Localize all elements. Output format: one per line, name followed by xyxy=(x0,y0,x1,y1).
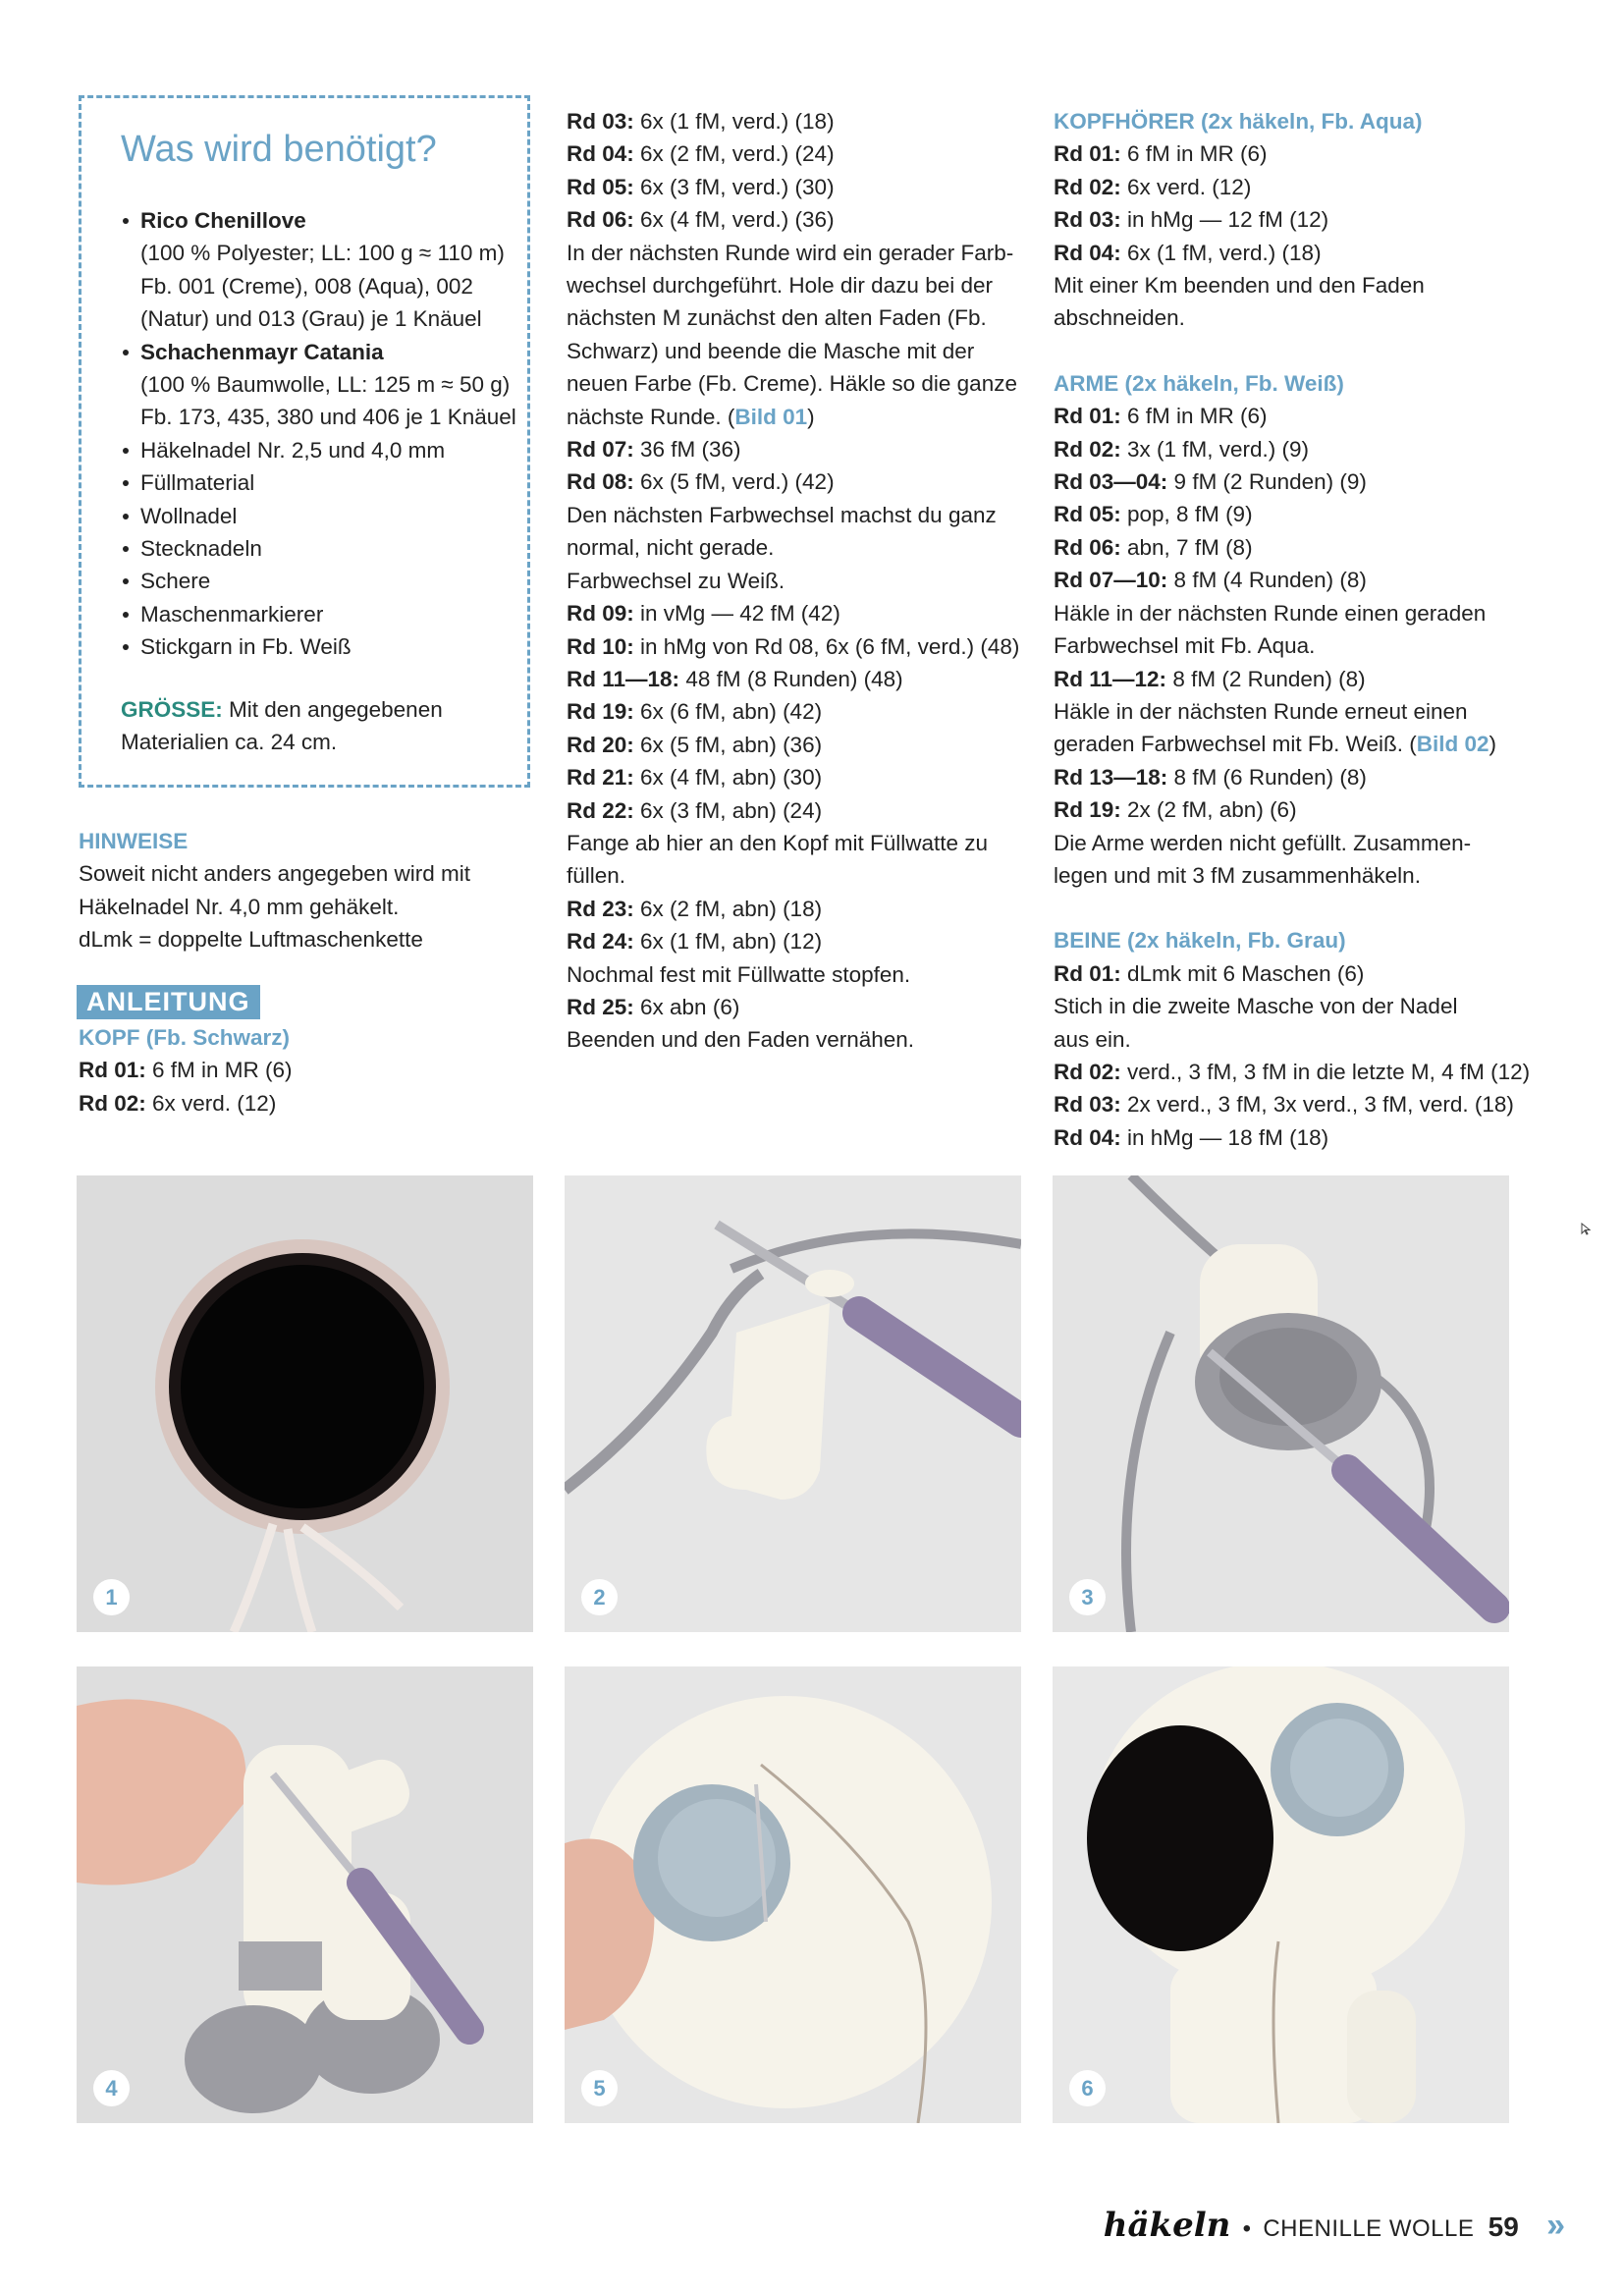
row-label: Rd 03—04: xyxy=(1054,469,1168,495)
notes-section xyxy=(79,825,470,956)
footer-brand: häkeln xyxy=(1103,2206,1231,2245)
notes-line: Häkelnadel Nr. 4,0 mm gehäkelt. xyxy=(79,894,400,919)
row-label: Rd 02: xyxy=(1054,174,1121,199)
material-item xyxy=(121,204,516,336)
round-row xyxy=(567,597,1028,629)
row-text: Mit einer Km beenden und den Faden xyxy=(1054,273,1425,299)
instruction-line xyxy=(1054,597,1515,629)
row-label: Rd 01: xyxy=(79,1058,146,1083)
material-name: Wollnadel xyxy=(140,503,238,528)
instructions-column-2 xyxy=(567,105,1028,1057)
instruction-line xyxy=(567,827,1028,859)
row-label: Rd 03: xyxy=(567,109,634,134)
row-text: 2x verd., 3 fM, 3x verd., 3 fM, verd. (18) xyxy=(1120,1092,1514,1118)
photo-6-image xyxy=(1053,1666,1509,2123)
row-text: pop, 8 fM (9) xyxy=(1120,502,1253,527)
row-label: Rd 07—10: xyxy=(1054,568,1168,593)
row-text: 2x (2 fM, abn) (6) xyxy=(1120,797,1297,823)
photo-1-image xyxy=(77,1175,533,1632)
round-row xyxy=(567,761,1028,793)
photo-1 xyxy=(77,1175,533,1632)
material-name: Häkelnadel Nr. 2,5 und 4,0 mm xyxy=(140,437,446,463)
round-row xyxy=(1054,203,1515,236)
row-text: 6x (4 fM, abn) (30) xyxy=(633,765,823,791)
kopf-section xyxy=(79,1021,293,1119)
row-text: 6x (3 fM, verd.) (30) xyxy=(633,174,835,199)
row-text: 6x (1 fM, verd.) (18) xyxy=(1120,240,1322,265)
size-text-1: Mit den angegebenen xyxy=(222,697,443,722)
size-info xyxy=(121,693,443,759)
instruction-line xyxy=(1054,728,1515,760)
notes-line: Soweit nicht anders angegeben wird mit xyxy=(79,861,470,887)
row-label: Rd 01: xyxy=(1054,404,1121,429)
row-label: Rd 20: xyxy=(567,732,634,757)
row-text: füllen. xyxy=(567,863,626,889)
row-text: 8 fM (6 Runden) (8) xyxy=(1167,764,1367,790)
round-row xyxy=(567,991,1028,1023)
spacer xyxy=(1054,335,1515,367)
row-label: Rd 03: xyxy=(1054,1092,1121,1118)
photo-4-image xyxy=(77,1666,533,2123)
round-row xyxy=(1054,400,1515,432)
size-text-2: Materialien ca. 24 cm. xyxy=(121,730,338,755)
material-item xyxy=(121,466,516,499)
round-row xyxy=(1054,1088,1515,1120)
footer-separator: • xyxy=(1242,2215,1252,2242)
row-text: 6x (6 fM, abn) (42) xyxy=(633,699,823,725)
photo-number: 5 xyxy=(581,2070,618,2106)
row-text: wechsel durchgeführt. Hole dir dazu bei der xyxy=(567,273,993,299)
row-label: Rd 10: xyxy=(567,633,634,659)
instruction-line xyxy=(567,531,1028,564)
round-row xyxy=(1054,498,1515,530)
row-text: in vMg — 42 fM (42) xyxy=(633,601,840,627)
size-label: GRÖSSE: xyxy=(121,697,223,722)
row-text: In der nächsten Runde wird ein gerader Farb- xyxy=(567,240,1014,265)
round-row xyxy=(567,663,1028,695)
kopf-row xyxy=(79,1087,293,1119)
photo-number: 4 xyxy=(93,2070,130,2106)
instruction-line xyxy=(567,401,1028,433)
mouse-cursor-icon xyxy=(1581,1223,1591,1236)
instruction-line xyxy=(567,958,1028,991)
row-label: Rd 03: xyxy=(1054,207,1121,233)
row-text: 6x (5 fM, abn) (36) xyxy=(633,732,823,757)
round-row xyxy=(1054,793,1515,826)
notes-heading: HINWEISE xyxy=(79,829,189,853)
row-label: Rd 11—12: xyxy=(1054,666,1167,691)
row-label: Rd 23: xyxy=(567,896,634,921)
round-row xyxy=(567,465,1028,498)
photo-2 xyxy=(565,1175,1021,1632)
row-text: 36 fM (36) xyxy=(633,437,741,463)
round-row xyxy=(567,695,1028,728)
material-detail: (100 % Polyester; LL: 100 g ≈ 110 m) xyxy=(140,241,505,266)
row-text: Die Arme werden nicht gefüllt. Zusammen- xyxy=(1054,830,1472,855)
row-label: Rd 19: xyxy=(1054,797,1121,823)
round-row xyxy=(567,630,1028,663)
row-text: nächsten M zunächst den alten Faden (Fb. xyxy=(567,305,987,331)
row-text: Fange ab hier an den Kopf mit Füllwatte zu xyxy=(567,830,988,855)
photo-4 xyxy=(77,1666,533,2123)
row-text: normal, nicht gerade. xyxy=(567,535,775,561)
row-text: Häkle in der nächsten Runde erneut einen xyxy=(1054,698,1468,724)
material-name: Rico Chenillove xyxy=(140,208,306,233)
row-label: Rd 05: xyxy=(1054,502,1121,527)
row-text-after: ) xyxy=(1489,732,1496,757)
instruction-line xyxy=(567,269,1028,301)
photo-3 xyxy=(1053,1175,1509,1632)
row-text: 9 fM (2 Runden) (9) xyxy=(1167,469,1367,495)
row-text: 8 fM (4 Runden) (8) xyxy=(1167,568,1367,593)
row-label: Rd 06: xyxy=(1054,534,1121,560)
material-item xyxy=(121,434,516,466)
instruction-line xyxy=(1054,695,1515,728)
section-heading: ARME (2x häkeln, Fb. Weiß) xyxy=(1054,370,1344,396)
material-name: Schachenmayr Catania xyxy=(140,339,384,364)
notes-line: dLmk = doppelte Luftmaschenkette xyxy=(79,927,423,953)
row-text: neuen Farbe (Fb. Creme). Häkle so die ganze xyxy=(567,371,1017,397)
instruction-line xyxy=(1054,990,1515,1022)
row-text: 8 fM (2 Runden) (8) xyxy=(1166,666,1366,691)
row-label: Rd 04: xyxy=(1054,1124,1121,1150)
row-text: 6x (2 fM, verd.) (24) xyxy=(633,141,835,167)
row-text: 6x (4 fM, verd.) (36) xyxy=(633,207,835,233)
page-number: 59 xyxy=(1488,2211,1519,2242)
round-row xyxy=(1054,531,1515,564)
material-item xyxy=(121,565,516,597)
row-label: Rd 21: xyxy=(567,765,634,791)
instruction-line xyxy=(1054,301,1515,334)
round-row xyxy=(1054,761,1515,793)
round-row xyxy=(567,794,1028,827)
section-heading: KOPFHÖRER (2x häkeln, Fb. Aqua) xyxy=(1054,109,1423,134)
row-label: Rd 22: xyxy=(567,797,634,823)
row-text: in hMg von Rd 08, 6x (6 fM, verd.) (48) xyxy=(633,633,1020,659)
round-row xyxy=(1054,137,1515,170)
instructions-column-3 xyxy=(1054,105,1531,1154)
row-text: aus ein. xyxy=(1054,1026,1131,1052)
row-text: Häkle in der nächsten Runde einen geraden xyxy=(1054,600,1487,626)
row-label: Rd 07: xyxy=(567,437,634,463)
image-reference-link[interactable]: Bild 01 xyxy=(734,404,808,429)
row-text: 6x (5 fM, verd.) (42) xyxy=(633,469,835,495)
row-text: 6x verd. (12) xyxy=(145,1090,277,1116)
photo-number: 6 xyxy=(1069,2070,1106,2106)
row-text: 6x (1 fM, abn) (12) xyxy=(633,929,823,955)
instruction-line xyxy=(567,565,1028,597)
section-heading: BEINE (2x häkeln, Fb. Grau) xyxy=(1054,928,1346,954)
instruction-line xyxy=(1054,269,1515,301)
row-text: 6 fM in MR (6) xyxy=(1120,404,1268,429)
row-text: dLmk mit 6 Maschen (6) xyxy=(1120,960,1365,986)
round-row xyxy=(1054,171,1515,203)
round-row xyxy=(567,105,1028,137)
instruction-line xyxy=(567,335,1028,367)
row-label: Rd 13—18: xyxy=(1054,764,1168,790)
row-text: abschneiden. xyxy=(1054,305,1185,331)
row-label: Rd 02: xyxy=(1054,1059,1121,1084)
row-label: Rd 04: xyxy=(567,141,634,167)
row-text: geraden Farbwechsel mit Fb. Weiß. ( xyxy=(1054,732,1417,757)
round-row xyxy=(567,893,1028,925)
row-text: Den nächsten Farbwechsel machst du ganz xyxy=(567,502,997,527)
row-text: 3x (1 fM, verd.) (9) xyxy=(1120,436,1310,462)
instruction-line xyxy=(567,367,1028,400)
row-label: Rd 08: xyxy=(567,469,634,495)
material-detail: (100 % Baumwolle, LL: 125 m ≈ 50 g) xyxy=(140,372,511,398)
material-detail: (Natur) und 013 (Grau) je 1 Knäuel xyxy=(140,306,482,332)
row-label: Rd 11—18: xyxy=(567,666,680,691)
row-text: in hMg — 18 fM (18) xyxy=(1120,1124,1329,1150)
photo-3-image xyxy=(1053,1175,1509,1632)
kopf-row xyxy=(79,1054,293,1086)
material-name: Schere xyxy=(140,569,211,594)
row-label: Rd 05: xyxy=(567,174,634,199)
spacer xyxy=(1054,892,1515,924)
row-text: Farbwechsel mit Fb. Aqua. xyxy=(1054,633,1316,659)
photo-5 xyxy=(565,1666,1021,2123)
round-row xyxy=(567,729,1028,761)
row-text: Farbwechsel zu Weiß. xyxy=(567,568,785,593)
row-label: Rd 24: xyxy=(567,929,634,955)
materials-title: Was wird benötigt? xyxy=(121,129,437,170)
row-text: 6x verd. (12) xyxy=(1120,174,1252,199)
row-text: 6x (2 fM, abn) (18) xyxy=(633,896,823,921)
round-row xyxy=(567,171,1028,203)
row-label: Rd 01: xyxy=(1054,141,1121,167)
materials-box xyxy=(79,95,530,788)
row-text: abn, 7 fM (8) xyxy=(1120,534,1253,560)
row-text: 6x (3 fM, abn) (24) xyxy=(633,797,823,823)
photo-number: 3 xyxy=(1069,1579,1106,1615)
row-text: legen und mit 3 fM zusammenhäkeln. xyxy=(1054,862,1421,888)
round-row xyxy=(1054,237,1515,269)
round-row xyxy=(1054,663,1515,695)
materials-list xyxy=(121,204,516,664)
row-text: 6 fM in MR (6) xyxy=(1120,141,1268,167)
image-reference-link[interactable]: Bild 02 xyxy=(1416,732,1489,757)
instruction-line xyxy=(1054,859,1515,892)
row-label: Rd 19: xyxy=(567,699,634,725)
material-name: Maschenmarkierer xyxy=(140,601,324,627)
photo-2-image xyxy=(565,1175,1021,1632)
material-item xyxy=(121,532,516,565)
row-label: Rd 04: xyxy=(1054,240,1121,265)
round-row xyxy=(567,203,1028,236)
row-label: Rd 02: xyxy=(79,1090,146,1116)
material-name: Füllmaterial xyxy=(140,470,255,496)
row-text: 48 fM (8 Runden) (48) xyxy=(679,666,903,691)
round-row xyxy=(1054,433,1515,465)
round-row xyxy=(1054,957,1515,990)
row-label: Rd 02: xyxy=(1054,436,1121,462)
round-row xyxy=(1054,465,1515,498)
round-row xyxy=(1054,564,1515,596)
row-text: Stich in die zweite Masche von der Nadel xyxy=(1054,994,1458,1019)
row-text-after: ) xyxy=(807,404,815,429)
kopf-heading: KOPF (Fb. Schwarz) xyxy=(79,1025,291,1050)
instruction-line xyxy=(567,499,1028,531)
material-item xyxy=(121,630,516,663)
row-label: Rd 25: xyxy=(567,994,634,1019)
instruction-line xyxy=(1054,827,1515,859)
row-label: Rd 09: xyxy=(567,601,634,627)
material-detail: Fb. 001 (Creme), 008 (Aqua), 002 xyxy=(140,273,473,299)
row-text: 6x abn (6) xyxy=(633,994,740,1019)
anleitung-badge: ANLEITUNG xyxy=(77,985,260,1019)
instruction-line xyxy=(1054,1023,1515,1056)
instruction-line xyxy=(567,1023,1028,1056)
next-page-arrow-icon[interactable]: » xyxy=(1546,2207,1565,2244)
row-text: verd., 3 fM, 3 fM in die letzte M, 4 fM (12) xyxy=(1120,1059,1531,1084)
round-row xyxy=(567,137,1028,170)
material-item xyxy=(121,500,516,532)
photo-6 xyxy=(1053,1666,1509,2123)
instruction-line xyxy=(1054,629,1515,662)
photo-number: 1 xyxy=(93,1579,130,1615)
photo-5-image xyxy=(565,1666,1021,2123)
round-row xyxy=(567,433,1028,465)
material-item xyxy=(121,336,516,434)
row-text: 6 fM in MR (6) xyxy=(145,1058,293,1083)
row-text: Nochmal fest mit Füllwatte stopfen. xyxy=(567,961,911,987)
material-name: Stecknadeln xyxy=(140,536,262,562)
footer-title: CHENILLE WOLLE xyxy=(1263,2215,1475,2242)
material-name: Stickgarn in Fb. Weiß xyxy=(140,634,352,660)
material-item xyxy=(121,598,516,630)
row-text: nächste Runde. ( xyxy=(567,404,735,429)
row-label: Rd 01: xyxy=(1054,960,1121,986)
row-label: Rd 06: xyxy=(567,207,634,233)
row-text: 6x (1 fM, verd.) (18) xyxy=(633,109,835,134)
instruction-line xyxy=(567,301,1028,334)
instruction-line xyxy=(567,237,1028,269)
row-text: Beenden und den Faden vernähen. xyxy=(567,1027,915,1053)
row-text: in hMg — 12 fM (12) xyxy=(1120,207,1329,233)
row-text: Schwarz) und beende die Masche mit der xyxy=(567,338,975,363)
instruction-line xyxy=(567,859,1028,892)
round-row xyxy=(1054,1121,1515,1154)
round-row xyxy=(1054,1056,1531,1088)
material-detail: Fb. 173, 435, 380 und 406 je 1 Knäuel xyxy=(140,405,516,430)
round-row xyxy=(567,925,1028,957)
page-footer xyxy=(1103,2206,1565,2249)
photo-number: 2 xyxy=(581,1579,618,1615)
